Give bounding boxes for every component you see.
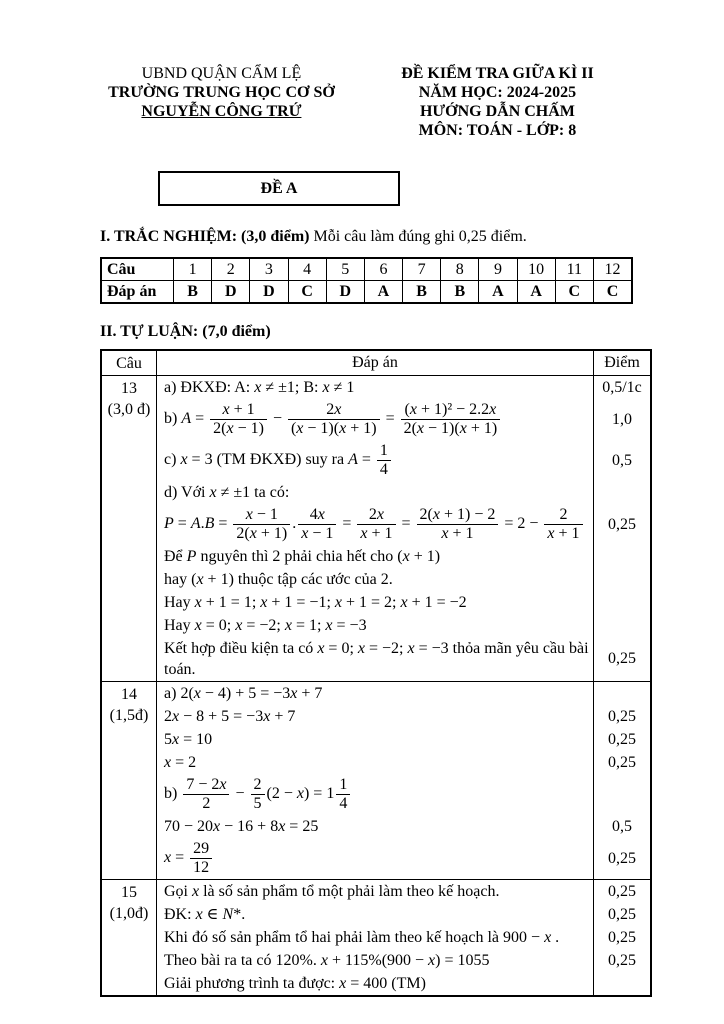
fraction [357,506,395,543]
math-expression: x = 0; x = −2; x = 1; x = −3 [194,617,367,634]
answer-line-content [157,481,593,504]
answer-line-content [157,545,593,568]
answer-line [157,504,650,545]
answer-lines [157,880,650,995]
score-cell: 0,25 [593,880,650,903]
math-expression: (x + 1) [397,548,441,565]
fraction [401,401,501,438]
answer-line-content [157,682,593,705]
mc-question-number: 11 [555,259,593,280]
mc-answer-value: C [288,281,326,302]
exam-code-box [158,171,400,206]
score-cell [593,614,650,637]
math-expression: x ≠ ±1 [209,484,251,501]
text-run: . [241,906,246,923]
fraction-denominator: x + 1 [544,524,582,543]
text-run: (TM ĐKXĐ) suy ra [212,451,349,469]
answer-line [157,705,650,728]
question-number: 15 [121,884,137,901]
math-expression: x = 0; x = −2; x = −3 [317,640,449,657]
math-expression: = [397,515,415,533]
math-expression: (x + 1) [191,571,234,588]
answer-line-content [157,815,593,838]
mc-question-number: 4 [288,259,326,280]
text-run: Theo bài ra ta có [164,952,276,969]
answer-line-content [157,504,593,545]
text-run: b) [164,410,182,428]
fraction [544,506,582,543]
math-expression: x ∈ N* [195,906,242,923]
fraction-denominator: x − 1 [298,524,336,543]
header-cell-score: Điểm [593,351,650,375]
math-expression: P = A.B = [164,515,232,533]
math-expression: P [186,548,197,565]
math-expression: = [338,515,356,533]
mc-question-number: 5 [326,259,364,280]
mc-answer-value: A [517,281,555,302]
answer-line [157,614,650,637]
math-expression: − [268,410,286,428]
score-cell: 0,25 [593,838,650,879]
question-points: (3,0 đ) [107,401,151,418]
fraction [336,776,350,813]
text-run: Hay [164,594,195,611]
score-cell [593,972,650,995]
answer-lines [157,682,650,879]
score-cell [593,682,650,705]
answer-line [157,751,650,774]
section1-title: I. TRẮC NGHIỆM: (3,0 điểm) [100,228,310,245]
answer-line [157,926,650,949]
fraction-numerator: 2x [368,506,384,523]
mc-question-number: 6 [364,259,402,280]
score-cell: 0,25 [593,728,650,751]
document-header [100,64,652,140]
section2-title: II. TỰ LUẬN: (7,0 điểm) [100,323,271,340]
score-cell: 0,25 [593,705,650,728]
answer-line [157,637,650,681]
answer-line-content [157,903,593,926]
score-cell [593,545,650,568]
answer-line [157,949,650,972]
fraction-denominator: x + 1 [357,524,395,543]
text-run: c) [164,451,181,469]
score-cell: 1,0 [593,399,650,440]
score-cell: 0,25 [593,504,650,545]
mc-question-number: 9 [478,259,516,280]
mc-answer-value: A [478,281,516,302]
math-expression: A = [348,451,375,469]
text-run: . [551,929,560,946]
fraction-denominator: 2(x − 1) [210,419,267,438]
text-run: a) [164,685,181,702]
exam-title: ĐỀ KIỂM TRA GIỮA KÌ II [401,65,594,82]
answer-line-content [157,399,593,440]
multiple-choice-table [100,257,633,304]
text-run: Gọi [164,883,192,900]
mc-answer-value: C [555,281,593,302]
fraction [210,401,267,438]
score-cell [593,774,650,815]
answer-table-header-row [102,351,650,375]
math-expression: x ≠ ±1 [254,379,295,396]
text-run: hay [164,571,192,588]
score-cell: 0,25 [593,903,650,926]
answer-line-content [157,591,593,614]
header-cell-question: Câu [102,351,157,375]
answer-line-content [157,614,593,637]
math-expression: x ≠ 1 [322,379,355,396]
mc-question-row [102,259,631,280]
text-run: ; B: [294,379,323,396]
math-expression: 120%. x + 115%(900 − x) = 1055 [275,952,490,969]
text-run: Kết hợp điều kiện ta có [164,640,318,657]
fraction [190,840,212,877]
mc-answer-value: D [326,281,364,302]
answer-line-content [157,751,593,774]
answer-line [157,815,650,838]
fraction-numerator: 1 [339,776,348,793]
answer-line-content [157,376,593,399]
fraction-numerator: x + 1 [222,401,255,418]
answer-line [157,903,650,926]
answer-line-content [157,705,593,728]
section1-heading [100,226,652,248]
answer-line-content [157,838,593,879]
question-points: (1,5đ) [109,707,149,724]
math-expression: (2 − x) = 1 [266,785,335,803]
math-expression: 2(x − 4) + 5 = −3x + 7 [180,685,323,702]
answer-line [157,545,650,568]
essay-answer-table [100,349,652,997]
fraction [183,776,229,813]
answer-line-content [157,880,593,903]
math-expression: 70 − 20x − 16 + 8x = 25 [164,818,319,835]
answer-table-row [102,375,650,681]
answer-line [157,591,650,614]
score-cell [593,591,650,614]
mc-row-label: Đáp án [107,283,157,300]
answer-line-content [157,568,593,591]
answer-line [157,838,650,879]
school-type: TRƯỜNG TRUNG HỌC CƠ SỞ [108,84,335,101]
answer-line [157,774,650,815]
fraction-numerator: 4x [309,506,325,523]
fraction-denominator: 2 [183,794,229,813]
fraction-denominator: 4 [377,460,391,479]
text-run: ta có: [250,484,290,501]
mc-answer-value: D [249,281,287,302]
fraction-numerator: 2 [559,506,568,523]
score-cell: 0,25 [593,637,650,681]
header-left-block [100,64,343,140]
math-expression: x = 2 [164,754,197,771]
subject-grade: MÔN: TOÁN - LỚP: 8 [418,122,577,139]
text-run: nguyên thì 2 phải chia hết cho [196,548,398,565]
fraction-denominator: x + 1 [417,524,499,543]
score-cell: 0,5/1c [593,376,650,399]
score-cell: 0,25 [593,926,650,949]
mc-answer-row [102,280,631,302]
math-expression: A = [181,410,209,428]
question-number-cell [102,880,157,995]
text-run: thuộc tập các ước của 2. [233,571,393,588]
fraction-denominator: 12 [190,858,212,877]
fraction-numerator: (x + 1)² − 2.2x [404,401,497,418]
mc-answer-value: B [402,281,440,302]
answer-line [157,972,650,995]
fraction-numerator: 29 [193,840,210,857]
mc-question-number: 3 [249,259,287,280]
text-run: a) ĐKXĐ: A: [164,379,255,396]
answer-lines [157,376,650,681]
mc-row-label: Câu [107,261,136,278]
answer-line-content [157,637,593,681]
fraction-numerator: 2 [253,776,262,793]
answer-line-content [157,926,593,949]
mc-answer-value: C [593,281,631,302]
question-points: (1,0đ) [109,905,149,922]
mc-answer-value: B [173,281,211,302]
answer-line-content [157,728,593,751]
fraction-denominator: 2(x − 1)(x + 1) [401,419,501,438]
text-run: Để [164,548,187,565]
mc-question-number: 8 [440,259,478,280]
math-expression: . [292,515,297,533]
answer-line [157,481,650,504]
header-right-block [343,64,652,140]
text-run: d) Với [164,484,210,501]
math-expression: 900 − x [503,929,552,946]
mc-answer-value: D [211,281,249,302]
answer-table-row [102,681,650,879]
answer-line [157,880,650,903]
answer-line [157,399,650,440]
fraction-numerator: 7 − 2x [186,776,227,793]
answer-line-content [157,972,593,995]
math-expression: 2x − 8 + 5 = −3x + 7 [164,708,296,725]
mc-question-number: 1 [173,259,211,280]
math-expression: = 2 − [500,515,543,533]
fraction-denominator: 4 [336,794,350,813]
score-cell: 0,25 [593,751,650,774]
fraction-numerator: x − 1 [245,506,278,523]
score-cell: 0,5 [593,440,650,481]
math-expression: x = 400 [339,975,388,992]
mc-answer-value: A [364,281,402,302]
answer-line [157,568,650,591]
text-run: b) [164,785,182,803]
question-number: 13 [121,380,137,397]
answer-line [157,376,650,399]
score-cell [593,481,650,504]
answer-line-content [157,774,593,815]
math-expression: x = [164,849,189,867]
header-cell-answer: Đáp án [352,354,398,371]
math-expression: x = 3 [180,451,213,469]
text-run: Giải phương trình ta được: [164,975,340,992]
mc-question-number: 12 [593,259,631,280]
fraction-denominator: (x − 1)(x + 1) [288,419,380,438]
fraction-denominator: 2(x + 1) [233,524,290,543]
fraction [298,506,336,543]
fraction [251,776,265,813]
fraction-denominator: 5 [251,794,265,813]
org-name: UBND QUẬN CẨM LỆ [141,65,302,82]
text-run: (TM) [387,975,426,992]
text-run: là số sản phẩm tổ một phải làm theo kế hoạch. [199,883,500,900]
mc-answer-value: B [440,281,478,302]
text-run: Khi đó số sản phẩm tổ hai phải làm theo kế hoạch là [164,929,504,946]
fraction [417,506,499,543]
question-number-cell [102,682,157,879]
exam-code-label: ĐỀ A [260,179,298,197]
fraction [288,401,380,438]
mc-question-number: 7 [402,259,440,280]
answer-line-content [157,440,593,481]
section1-subtitle: Mỗi câu làm đúng ghi 0,25 điểm. [309,228,527,245]
fraction [377,442,391,479]
fraction-numerator: 2x [326,401,342,418]
answer-line [157,682,650,705]
text-run: Hay [164,617,195,634]
fraction-numerator: 2(x + 1) − 2 [419,506,496,523]
question-number-cell [102,376,157,681]
answer-line [157,728,650,751]
grading-guide-label: HƯỚNG DẪN CHẤM [419,103,575,120]
mc-question-number: 2 [211,259,249,280]
answer-table-row [102,879,650,995]
school-name: NGUYỄN CÔNG TRỨ [141,103,302,120]
answer-line-content [157,949,593,972]
score-cell [593,568,650,591]
fraction-numerator: 1 [379,442,388,459]
school-year: NĂM HỌC: 2024-2025 [418,84,577,101]
question-number: 14 [121,686,137,703]
score-cell: 0,5 [593,815,650,838]
math-expression: − [231,785,249,803]
math-expression: x + 1 = 1; x + 1 = −1; x + 1 = 2; x + 1 = −2 [194,594,467,611]
text-run: ĐK: [164,906,196,923]
math-expression: x [192,883,200,900]
math-expression: = [381,410,399,428]
answer-line [157,440,650,481]
fraction [233,506,290,543]
text-run: thỏa mãn yêu cầu bài toán. [164,640,589,678]
mc-question-number: 10 [517,259,555,280]
score-cell: 0,25 [593,949,650,972]
math-expression: 5x = 10 [164,731,213,748]
